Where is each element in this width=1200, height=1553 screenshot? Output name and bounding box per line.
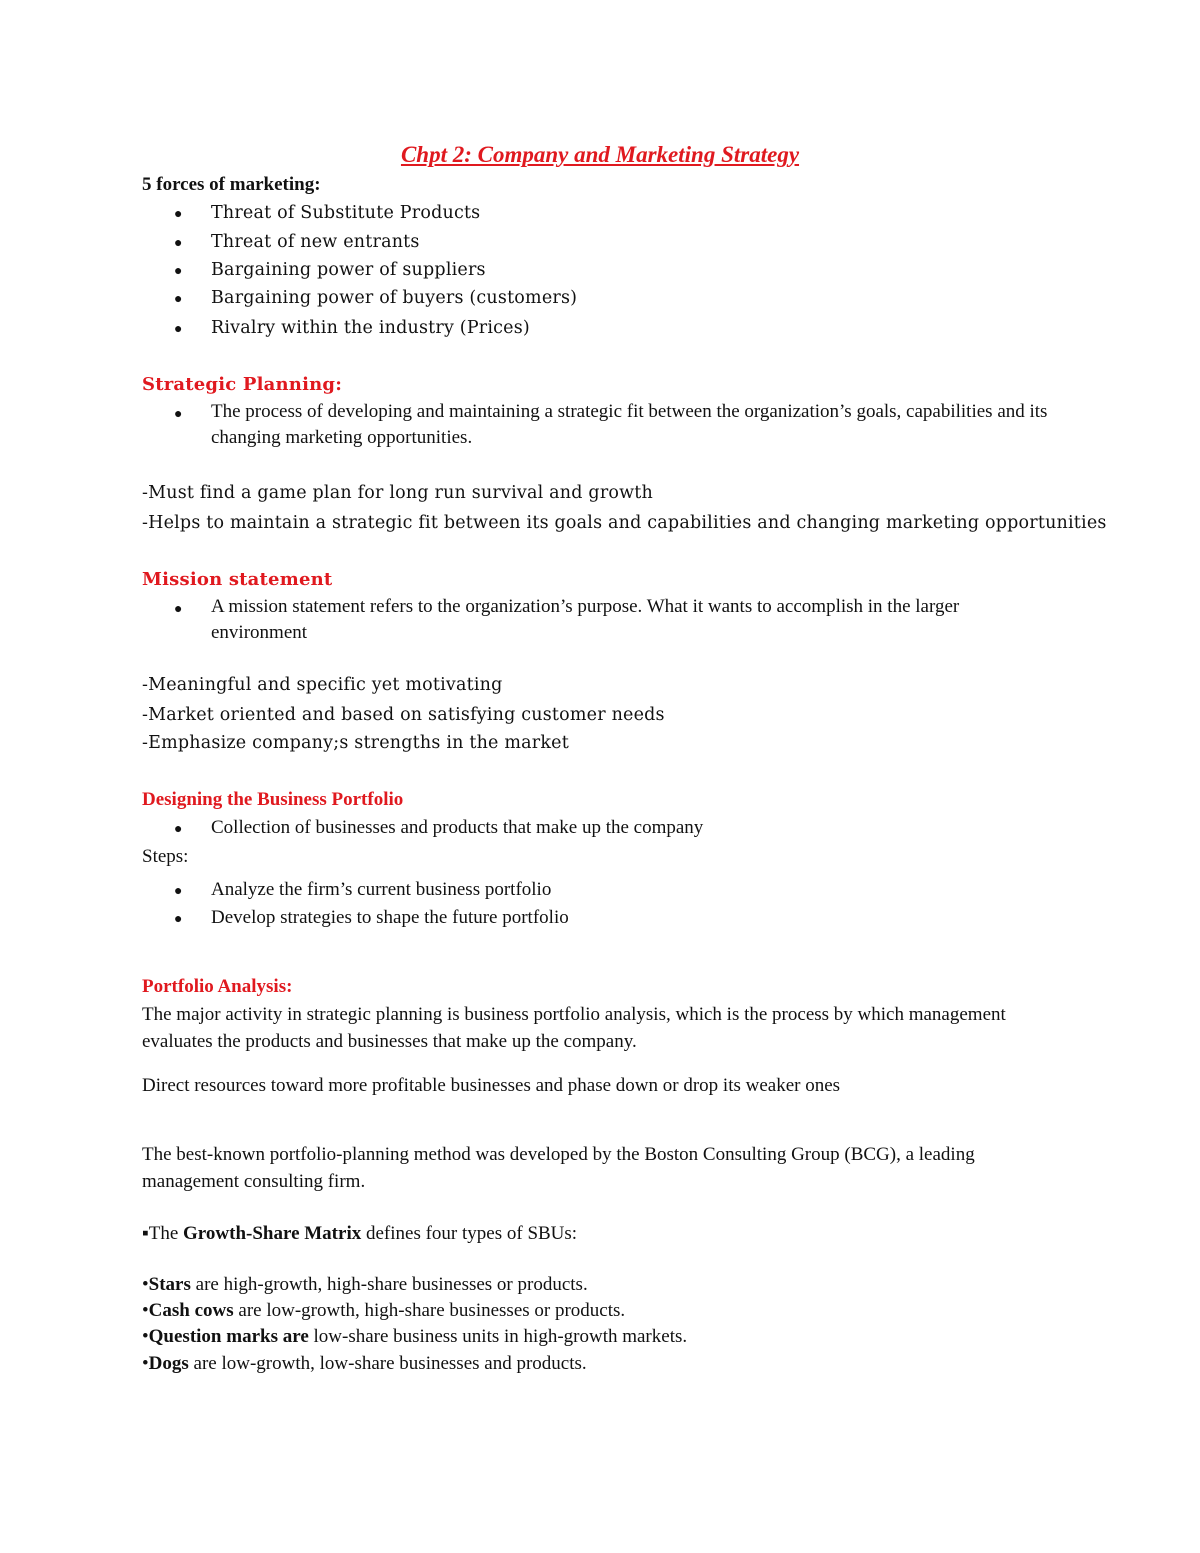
sbu-bullet: • (142, 1300, 149, 1321)
sbu-desc: are low-growth, high-share businesses or products. (233, 1300, 626, 1321)
bullet-icon: ● (174, 322, 183, 337)
mission-line: -Market oriented and based on satisfying customer needs (142, 705, 665, 725)
sbu-item (142, 1353, 587, 1375)
steps-label: Steps: (142, 846, 189, 867)
page-title: Chpt 2: Company and Marketing Strategy (400, 142, 800, 167)
bullet-icon: ● (174, 822, 183, 837)
sbu-term: Stars (148, 1274, 191, 1295)
mission-bullet: A mission statement refers to the organization’s purpose. What it wants to accomplish in the larger environment (211, 596, 960, 643)
mission-line: -Meaningful and specific yet motivating (142, 675, 503, 695)
sbu-term: Dogs (148, 1353, 189, 1374)
matrix-line (142, 1223, 577, 1245)
analysis-heading: Portfolio Analysis: (142, 976, 293, 997)
sbu-bullet: • (142, 1326, 149, 1347)
strategic-line: -Helps to maintain a strategic fit between its goals and capabilities and changing marketing opportunities (142, 513, 1107, 533)
bullet-icon: ● (174, 207, 183, 222)
sbu-item (142, 1326, 687, 1348)
sbu-bullet: • (142, 1353, 149, 1374)
sbu-term: Cash cows (148, 1300, 234, 1321)
matrix-term: Growth-Share Matrix (183, 1223, 362, 1244)
forces-item: Rivalry within the industry (Prices) (211, 318, 530, 338)
step-item: Analyze the firm’s current business portfolio (211, 879, 552, 900)
forces-item: Threat of Substitute Products (211, 203, 481, 223)
forces-item: Threat of new entrants (211, 232, 420, 252)
step-item: Develop strategies to shape the future portfolio (211, 907, 569, 928)
sbu-item (142, 1300, 625, 1322)
sbu-term: Question marks are (148, 1326, 314, 1347)
matrix-prefix: ▪The (142, 1223, 184, 1244)
strategic-heading: Strategic Planning: (142, 374, 343, 395)
sbu-bullet: • (142, 1274, 149, 1295)
mission-heading: Mission statement (142, 569, 333, 590)
bullet-icon: ● (174, 602, 183, 617)
analysis-paragraph: The best-known portfolio-planning method was developed by the Boston Consulting Group (BCG), a leading management consulting firm. (142, 1144, 975, 1192)
forces-item: Bargaining power of suppliers (211, 260, 486, 280)
bullet-icon: ● (174, 292, 183, 307)
analysis-paragraph: The major activity in strategic planning is business portfolio analysis, which is the process by which management evaluates the products and businesses that make up the company. (142, 1004, 1006, 1052)
strategic-line: -Must find a game plan for long run survival and growth (142, 483, 654, 503)
bullet-icon: ● (174, 884, 183, 899)
bullet-icon: ● (174, 407, 183, 422)
mission-line: -Emphasize company;s strengths in the market (142, 733, 569, 753)
sbu-item (142, 1274, 588, 1296)
sbu-desc: are low-growth, low-share businesses and products. (188, 1353, 587, 1374)
forces-item: Bargaining power of buyers (customers) (211, 288, 578, 308)
sbu-desc: low-share business units in high-growth markets. (313, 1326, 688, 1347)
matrix-suffix: defines four types of SBUs: (361, 1223, 578, 1244)
portfolio-design-bullet: Collection of businesses and products that make up the company (211, 817, 704, 838)
sbu-desc: are high-growth, high-share businesses or products. (190, 1274, 588, 1295)
bullet-icon: ● (174, 264, 183, 279)
portfolio-design-heading: Designing the Business Portfolio (142, 789, 404, 810)
bullet-icon: ● (174, 912, 183, 927)
forces-heading: 5 forces of marketing: (142, 174, 321, 195)
analysis-paragraph: Direct resources toward more profitable businesses and phase down or drop its weaker ones (142, 1075, 841, 1096)
bullet-icon: ● (174, 236, 183, 251)
strategic-bullet: The process of developing and maintaining a strategic fit between the organization’s goals, capabilities and its changing marketing opportunities. (211, 401, 1048, 448)
